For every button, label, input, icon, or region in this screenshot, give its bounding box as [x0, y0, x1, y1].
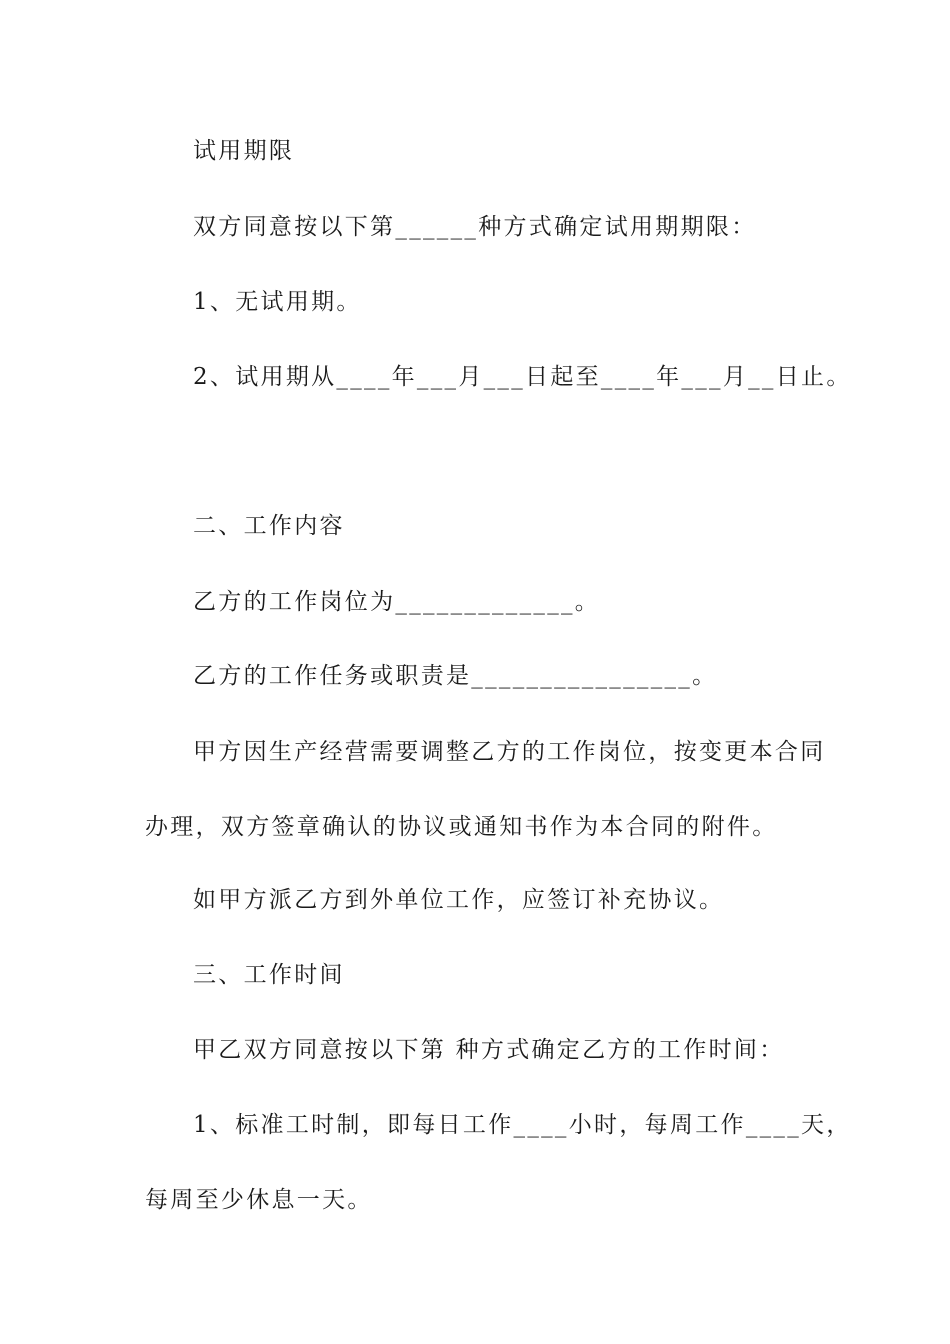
section-heading-probation: 试用期限	[193, 138, 295, 164]
list-item-probation-dates: 2、试用期从____年___月___日起至____年___月__日止。	[193, 364, 852, 390]
paragraph-position-adjustment: 甲方因生产经营需要调整乙方的工作岗位，按变更本合同	[193, 739, 826, 765]
paragraph-job-position: 乙方的工作岗位为_____________。	[193, 589, 601, 615]
paragraph-position-adjustment-cont: 办理，双方签章确认的协议或通知书作为本合同的附件。	[145, 814, 778, 840]
list-item-no-probation: 1、无试用期。	[193, 289, 362, 315]
list-item-standard-hours-cont: 每周至少休息一天。	[145, 1187, 373, 1213]
paragraph-job-duties: 乙方的工作任务或职责是________________。	[193, 663, 718, 689]
list-item-standard-hours: 1、标准工时制，即每日工作____小时，每周工作____天，	[193, 1112, 852, 1138]
paragraph-external-assignment: 如甲方派乙方到外单位工作，应签订补充协议。	[193, 887, 725, 913]
paragraph-work-time-method: 甲乙双方同意按以下第 种方式确定乙方的工作时间：	[193, 1037, 785, 1063]
paragraph-probation-method: 双方同意按以下第______种方式确定试用期期限：	[193, 214, 757, 240]
section-heading-work-content: 二、工作内容	[193, 513, 345, 539]
section-heading-work-time: 三、工作时间	[193, 962, 345, 988]
